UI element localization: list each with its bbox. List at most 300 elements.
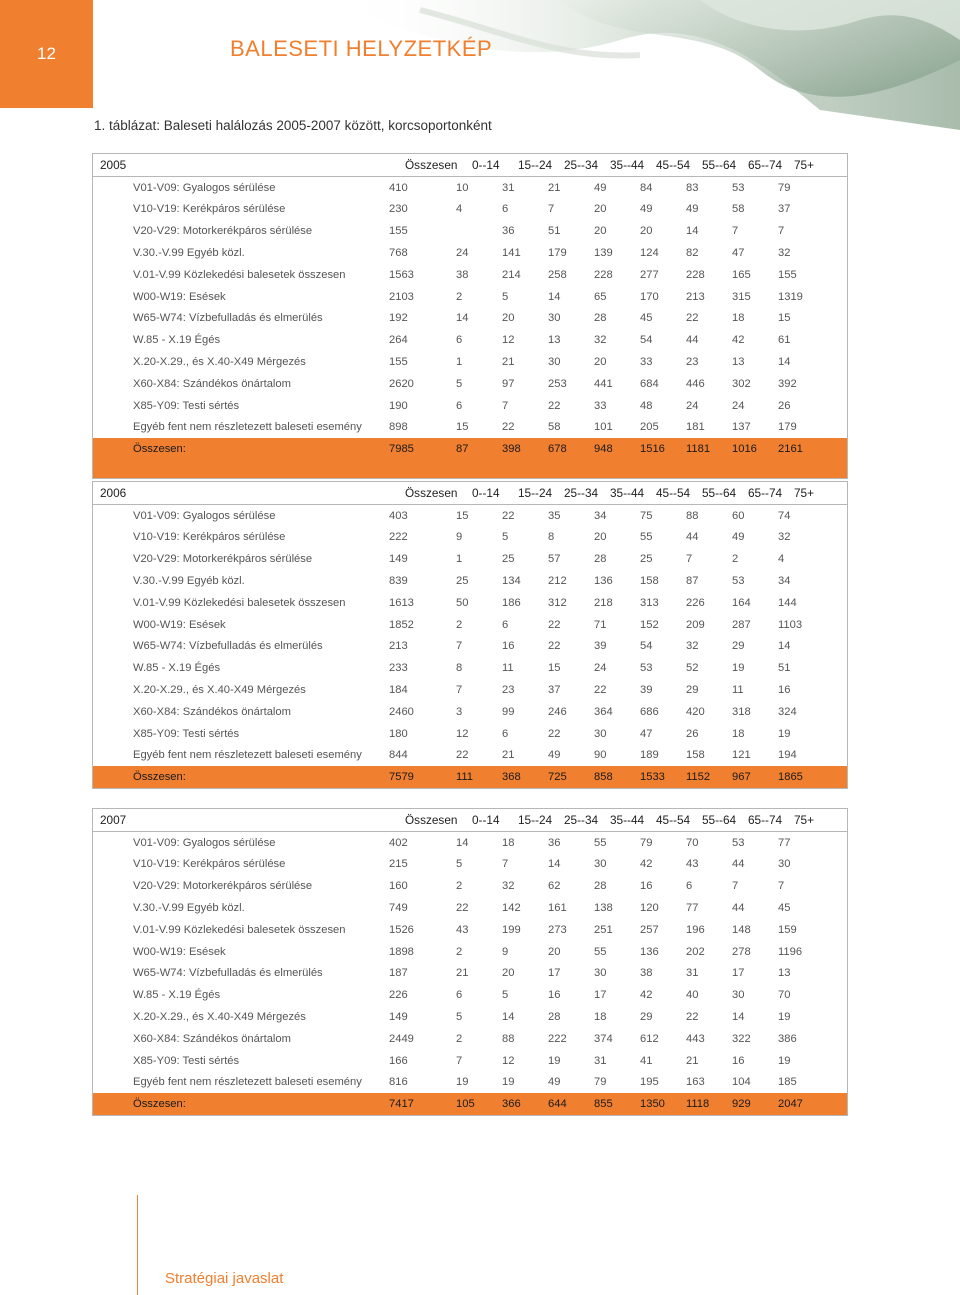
table-cell: 25 [502, 553, 515, 566]
table-cell: 312 [548, 596, 567, 609]
table-cell: 190 [389, 399, 408, 412]
table-cell: 41 [640, 1054, 653, 1067]
table-cell: 612 [640, 1032, 659, 1045]
table-cell: 99 [502, 705, 515, 718]
table-row [93, 527, 847, 549]
table-row [93, 1028, 847, 1050]
total-cell: 1181 [686, 443, 711, 456]
table-cell: 47 [640, 727, 653, 740]
table-cell: 7 [732, 880, 739, 893]
page-title: BALESETI HELYZETKÉP [230, 36, 493, 61]
table-cell: 77 [778, 836, 791, 849]
row-label: V10-V19: Kerékpáros sérülése [133, 203, 286, 216]
table-cell: 19 [778, 1011, 791, 1024]
row-label: V20-V29: Motorkerékpáros sérülése [133, 225, 313, 238]
row-label: V.01-V.99 Közlekedési balesetek összesen [133, 596, 346, 609]
table-cell: 149 [389, 553, 408, 566]
table-cell: 30 [594, 727, 607, 740]
table-cell: 155 [778, 268, 797, 281]
table-row [93, 548, 847, 570]
table-cell: 28 [548, 1011, 561, 1024]
table-cell: 22 [594, 684, 607, 697]
table-cell: 79 [778, 181, 791, 194]
table-row [93, 963, 847, 985]
table-cell: 36 [548, 836, 561, 849]
column-header: 55--64 [702, 812, 737, 827]
table-cell: 54 [640, 334, 653, 347]
column-header: 25--34 [564, 485, 599, 500]
column-header: 55--64 [702, 157, 737, 172]
total-cell: 1350 [640, 1098, 665, 1111]
table-cell: 32 [778, 531, 791, 544]
row-label: W65-W74: Vízbefulladás és elmerülés [133, 312, 323, 325]
table-cell: 2 [732, 553, 739, 566]
table-cell: 48 [640, 399, 653, 412]
table-row [93, 242, 847, 264]
table-cell: 61 [778, 334, 791, 347]
table-cell: 364 [594, 705, 613, 718]
table-cell: 20 [502, 312, 515, 325]
table-cell: 22 [686, 1011, 699, 1024]
total-label: Összesen: [133, 443, 186, 456]
table-cell: 121 [732, 749, 751, 762]
table-cell: 6 [456, 989, 463, 1002]
table-cell: 75 [640, 509, 653, 522]
table-cell: 5 [456, 858, 463, 871]
table-cell: 233 [389, 662, 408, 675]
table-cell: 19 [778, 727, 791, 740]
table-cell: 1526 [389, 923, 414, 936]
table-cell: 2 [456, 880, 463, 893]
row-label: X.20-X.29., és X.40-X49 Mérgezés [133, 684, 306, 697]
table-cell: 29 [686, 684, 699, 697]
table-cell: 49 [686, 203, 699, 216]
table-cell: 20 [502, 967, 515, 980]
table-cell: 17 [548, 967, 561, 980]
table-cell: 768 [389, 247, 408, 260]
table-cell: 441 [594, 377, 613, 390]
table-cell: 82 [686, 247, 699, 260]
table-cell: 30 [548, 356, 561, 369]
table-row [93, 1072, 847, 1094]
total-cell: 368 [502, 771, 521, 784]
table-cell: 228 [594, 268, 613, 281]
table-cell: 163 [686, 1076, 705, 1089]
table-cell: 11 [732, 684, 744, 697]
total-cell: 678 [548, 443, 567, 456]
table-cell: 18 [732, 312, 745, 325]
table-cell: 29 [640, 1011, 653, 1024]
table-cell: 148 [732, 923, 751, 936]
table-cell: 202 [686, 945, 705, 958]
table-cell: 7 [456, 1054, 463, 1067]
table-cell: 15 [548, 662, 561, 675]
table-header-row [93, 809, 847, 832]
table-cell: 32 [594, 334, 607, 347]
table-cell: 14 [548, 290, 561, 303]
table-cell: 28 [594, 553, 607, 566]
table-cell: 40 [686, 989, 699, 1002]
table-cell: 13 [778, 967, 791, 980]
table-cell: 251 [594, 923, 613, 936]
table-cell: 257 [640, 923, 659, 936]
table-cell: 5 [502, 989, 509, 1002]
column-header: Összesen [405, 812, 458, 827]
table-cell: 20 [594, 356, 607, 369]
year-table [92, 808, 848, 1116]
table-cell: 30 [548, 312, 561, 325]
table-cell: 2 [456, 618, 463, 631]
total-cell: 2047 [778, 1098, 803, 1111]
table-cell: 214 [502, 268, 521, 281]
table-cell: 97 [502, 377, 515, 390]
table-row [93, 1006, 847, 1028]
table-cell: 44 [732, 858, 745, 871]
table-cell: 70 [686, 836, 699, 849]
table-cell: 49 [732, 531, 745, 544]
table-cell: 179 [548, 247, 567, 260]
column-header: 0--14 [472, 157, 500, 172]
table-cell: 179 [778, 421, 797, 434]
table-cell: 14 [778, 640, 791, 653]
year-table [92, 481, 848, 789]
column-header: 35--44 [610, 157, 645, 172]
page-number: 12 [0, 0, 93, 108]
table-caption: 1. táblázat: Baleseti halálozás 2005-2007 között, korcsoportonként [94, 118, 492, 133]
table-cell: 33 [640, 356, 653, 369]
total-cell: 7417 [389, 1098, 414, 1111]
table-cell: 11 [502, 662, 514, 675]
row-label: V01-V09: Gyalogos sérülése [133, 181, 276, 194]
table-row [93, 417, 847, 439]
column-header: 75+ [794, 157, 815, 172]
table-cell: 16 [502, 640, 515, 653]
column-header: 65--74 [748, 485, 783, 500]
table-cell: 6 [502, 203, 509, 216]
column-header: Összesen [405, 157, 458, 172]
table-cell: 44 [686, 334, 699, 347]
table-cell: 136 [640, 945, 659, 958]
header-decoration [0, 0, 960, 130]
row-label: V.30.-V.99 Egyéb közl. [133, 575, 245, 588]
table-cell: 14 [778, 356, 791, 369]
row-label: Egyéb fent nem részletezett baleseti esemény [133, 1076, 362, 1089]
table-row [93, 984, 847, 1006]
table-cell: 212 [548, 575, 567, 588]
row-label: W.85 - X.19 Égés [133, 334, 221, 347]
table-cell: 7 [548, 203, 555, 216]
table-cell: 16 [732, 1054, 745, 1067]
table-cell: 2449 [389, 1032, 414, 1045]
table-cell: 28 [594, 880, 607, 893]
total-label: Összesen: [133, 771, 186, 784]
total-cell: 1016 [732, 443, 757, 456]
column-header: 45--54 [656, 812, 691, 827]
table-cell: 39 [594, 640, 607, 653]
table-cell: 19 [502, 1076, 515, 1089]
table-cell: 16 [778, 684, 791, 697]
table-cell: 79 [640, 836, 653, 849]
total-cell: 1865 [778, 771, 803, 784]
table-cell: 374 [594, 1032, 613, 1045]
table-cell: 8 [456, 662, 463, 675]
table-cell: 53 [732, 836, 745, 849]
table-row [93, 657, 847, 679]
table-cell: 152 [640, 618, 659, 631]
row-label: Egyéb fent nem részletezett baleseti esemény [133, 749, 362, 762]
table-cell: 226 [389, 989, 408, 1002]
table-cell: 104 [732, 1076, 751, 1089]
table-cell: 277 [640, 268, 659, 281]
row-label: V10-V19: Kerékpáros sérülése [133, 858, 286, 871]
table-cell: 44 [686, 531, 699, 544]
table-cell: 134 [502, 575, 521, 588]
table-cell: 218 [594, 596, 613, 609]
table-cell: 138 [594, 902, 613, 915]
table-cell: 101 [594, 421, 613, 434]
row-label: X85-Y09: Testi sértés [133, 399, 240, 412]
table-cell: 26 [778, 399, 791, 412]
table-cell: 313 [640, 596, 659, 609]
table-cell: 50 [456, 596, 469, 609]
table-cell: 7 [686, 553, 693, 566]
table-cell: 20 [594, 203, 607, 216]
table-cell: 228 [686, 268, 705, 281]
table-header-row [93, 482, 847, 505]
table-row [93, 220, 847, 242]
table-row [93, 264, 847, 286]
table-cell: 161 [548, 902, 567, 915]
table-cell: 1898 [389, 945, 414, 958]
total-label: Összesen: [133, 1098, 186, 1111]
table-cell: 258 [548, 268, 567, 281]
table-cell: 33 [594, 399, 607, 412]
column-header: Összesen [405, 485, 458, 500]
table-cell: 19 [548, 1054, 561, 1067]
total-cell: 105 [456, 1098, 475, 1111]
row-label: V01-V09: Gyalogos sérülése [133, 836, 276, 849]
table-row [93, 636, 847, 658]
table-cell: 24 [594, 662, 607, 675]
footer-label: Stratégiai javaslat [165, 1270, 284, 1287]
table-cell: 37 [778, 203, 791, 216]
table-cell: 84 [640, 181, 653, 194]
table-cell: 186 [502, 596, 521, 609]
table-header-row [93, 154, 847, 177]
table-cell: 21 [502, 356, 515, 369]
table-cell: 15 [778, 312, 791, 325]
table-cell: 14 [686, 225, 699, 238]
table-cell: 149 [389, 1011, 408, 1024]
table-cell: 30 [778, 858, 791, 871]
table-cell: 213 [389, 640, 408, 653]
table-cell: 180 [389, 727, 408, 740]
table-cell: 181 [686, 421, 705, 434]
table-cell: 31 [686, 967, 699, 980]
table-cell: 213 [686, 290, 705, 303]
table-row [93, 723, 847, 745]
row-label: X85-Y09: Testi sértés [133, 727, 240, 740]
total-cell: 948 [594, 443, 613, 456]
table-cell: 30 [732, 989, 745, 1002]
total-cell: 87 [456, 443, 469, 456]
table-row [93, 592, 847, 614]
table-cell: 137 [732, 421, 751, 434]
table-cell: 14 [456, 836, 469, 849]
table-cell: 88 [502, 1032, 515, 1045]
row-label: Egyéb fent nem részletezett baleseti esemény [133, 421, 362, 434]
table-cell: 18 [732, 727, 745, 740]
year-table [92, 153, 848, 479]
table-cell: 77 [686, 902, 699, 915]
table-cell: 8 [548, 531, 555, 544]
table-row [93, 745, 847, 767]
table-cell: 159 [778, 923, 797, 936]
total-cell: 2161 [778, 443, 803, 456]
table-cell: 58 [548, 421, 561, 434]
table-cell: 194 [778, 749, 797, 762]
table-cell: 222 [389, 531, 408, 544]
row-label: V.30.-V.99 Egyéb közl. [133, 902, 245, 915]
total-cell: 1118 [686, 1098, 710, 1111]
table-cell: 22 [686, 312, 699, 325]
table-cell: 58 [732, 203, 745, 216]
table-cell: 12 [502, 334, 515, 347]
table-cell: 17 [594, 989, 607, 1002]
table-cell: 18 [594, 1011, 607, 1024]
column-header: 45--54 [656, 485, 691, 500]
table-cell: 22 [456, 749, 469, 762]
table-cell: 144 [778, 596, 797, 609]
table-cell: 287 [732, 618, 751, 631]
table-cell: 2460 [389, 705, 414, 718]
table-row [93, 329, 847, 351]
table-row [93, 177, 847, 199]
total-row [93, 438, 847, 460]
table-cell: 253 [548, 377, 567, 390]
table-cell: 226 [686, 596, 705, 609]
table-cell: 53 [640, 662, 653, 675]
table-cell: 22 [548, 727, 561, 740]
table-cell: 24 [456, 247, 469, 260]
total-cell: 725 [548, 771, 567, 784]
table-cell: 45 [640, 312, 653, 325]
table-cell: 24 [686, 399, 699, 412]
table-cell: 273 [548, 923, 567, 936]
total-cell: 929 [732, 1098, 751, 1111]
row-label: X60-X84: Szándékos önártalom [133, 1032, 291, 1045]
column-header: 25--34 [564, 812, 599, 827]
table-cell: 124 [640, 247, 659, 260]
row-label: W00-W19: Esések [133, 290, 226, 303]
table-cell: 43 [686, 858, 699, 871]
row-label: X.20-X.29., és X.40-X49 Mérgezés [133, 1011, 306, 1024]
table-cell: 170 [640, 290, 659, 303]
total-cell: 1533 [640, 771, 665, 784]
total-cell: 366 [502, 1098, 521, 1111]
total-cell: 858 [594, 771, 613, 784]
table-cell: 686 [640, 705, 659, 718]
column-header: 0--14 [472, 485, 500, 500]
table-cell: 38 [456, 268, 469, 281]
table-cell: 55 [594, 945, 607, 958]
row-label: V10-V19: Kerékpáros sérülése [133, 531, 286, 544]
table-cell: 60 [732, 509, 745, 522]
table-cell: 19 [456, 1076, 469, 1089]
table-cell: 230 [389, 203, 408, 216]
table-cell: 1 [456, 553, 463, 566]
column-header: 65--74 [748, 812, 783, 827]
table-cell: 62 [548, 880, 561, 893]
table-cell: 18 [502, 836, 515, 849]
table-cell: 49 [548, 1076, 561, 1089]
year-label: 2005 [100, 157, 127, 172]
table-cell: 65 [594, 290, 607, 303]
table-row [93, 1050, 847, 1072]
table-cell: 1 [456, 356, 463, 369]
table-cell: 749 [389, 902, 408, 915]
table-cell: 2 [456, 1032, 463, 1045]
column-header: 75+ [794, 812, 815, 827]
table-cell: 142 [502, 902, 521, 915]
table-cell: 88 [686, 509, 699, 522]
table-cell: 13 [732, 356, 745, 369]
total-cell: 1152 [686, 771, 711, 784]
table-cell: 20 [594, 225, 607, 238]
table-cell: 6 [686, 880, 693, 893]
table-cell: 3 [456, 705, 463, 718]
table-cell: 19 [732, 662, 745, 675]
table-cell: 189 [640, 749, 659, 762]
separator-strip [93, 460, 847, 478]
total-row [93, 766, 847, 788]
table-cell: 71 [594, 618, 607, 631]
table-cell: 1563 [389, 268, 414, 281]
table-cell: 7 [502, 858, 509, 871]
table-cell: 264 [389, 334, 408, 347]
table-cell: 4 [456, 203, 463, 216]
table-cell: 17 [732, 967, 745, 980]
table-cell: 32 [686, 640, 699, 653]
table-cell: 55 [594, 836, 607, 849]
table-cell: 24 [732, 399, 745, 412]
table-cell: 816 [389, 1076, 408, 1089]
table-cell: 42 [640, 989, 653, 1002]
table-cell: 6 [502, 727, 509, 740]
table-cell: 1103 [778, 618, 803, 631]
table-cell: 25 [640, 553, 653, 566]
total-cell: 111 [456, 771, 474, 784]
table-cell: 38 [640, 967, 653, 980]
row-label: V20-V29: Motorkerékpáros sérülése [133, 553, 313, 566]
table-row [93, 286, 847, 308]
table-cell: 185 [778, 1076, 797, 1089]
table-cell: 83 [686, 181, 699, 194]
table-cell: 16 [548, 989, 561, 1002]
table-cell: 14 [456, 312, 469, 325]
table-cell: 43 [456, 923, 469, 936]
table-row [93, 351, 847, 373]
table-cell: 5 [456, 1011, 463, 1024]
column-header: 45--54 [656, 157, 691, 172]
table-cell: 29 [732, 640, 745, 653]
table-cell: 155 [389, 356, 408, 369]
table-cell: 1852 [389, 618, 414, 631]
total-cell: 398 [502, 443, 521, 456]
table-cell: 30 [594, 967, 607, 980]
table-cell: 57 [548, 553, 561, 566]
row-label: V.01-V.99 Közlekedési balesetek összesen [133, 268, 346, 281]
